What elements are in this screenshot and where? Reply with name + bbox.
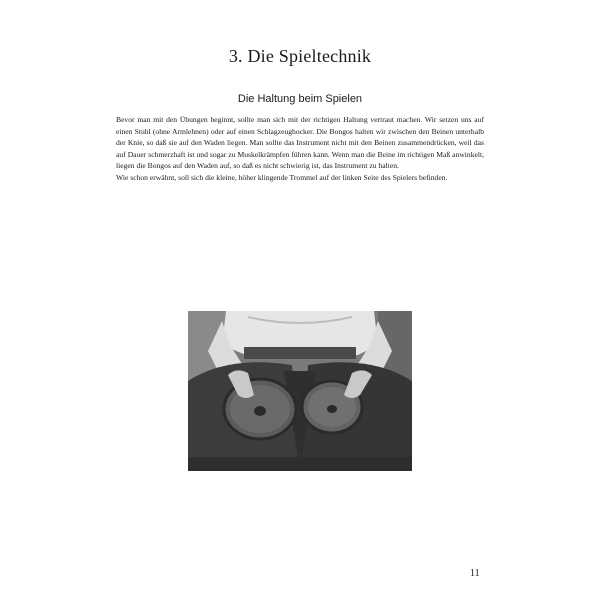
- chapter-title: 3. Die Spieltechnik: [228, 46, 372, 66]
- page-number: 11: [470, 568, 480, 579]
- body-text: [116, 114, 484, 184]
- paragraph: Bevor man mit den Übungen beginnt, sollte man sich mit der richtigen Haltung vertraut machen. Wir setzen uns auf einen Stuhl (ohne Armlehnen) oder auf einen Schlagzeughocker. Die Bongos halten wir zwischen den Beinen unterhalb der Knie, so daß sie auf den Waden liegen. Man sollte das Instrument nicht mit den Beinen zusammendrücken, weil das auf Dauer schmerzhaft ist und sogar zu Muskelkrämpfen führen kann. Wenn man die Beine im richtigen Maß anwinkelt, liegen die Bongos auf den Waden auf, so daß es nicht schwierig ist, das Instrument zu halten.: [116, 115, 484, 171]
- bongo-player-illustration: [188, 311, 412, 471]
- paragraph: Wie schon erwähnt, soll sich die kleine, höher klingende Trommel auf der linken Seite des Spielers befinden.: [116, 172, 448, 182]
- bongo-playing-photo: [188, 311, 412, 471]
- section-title: Die Haltung beim Spielen: [237, 93, 363, 105]
